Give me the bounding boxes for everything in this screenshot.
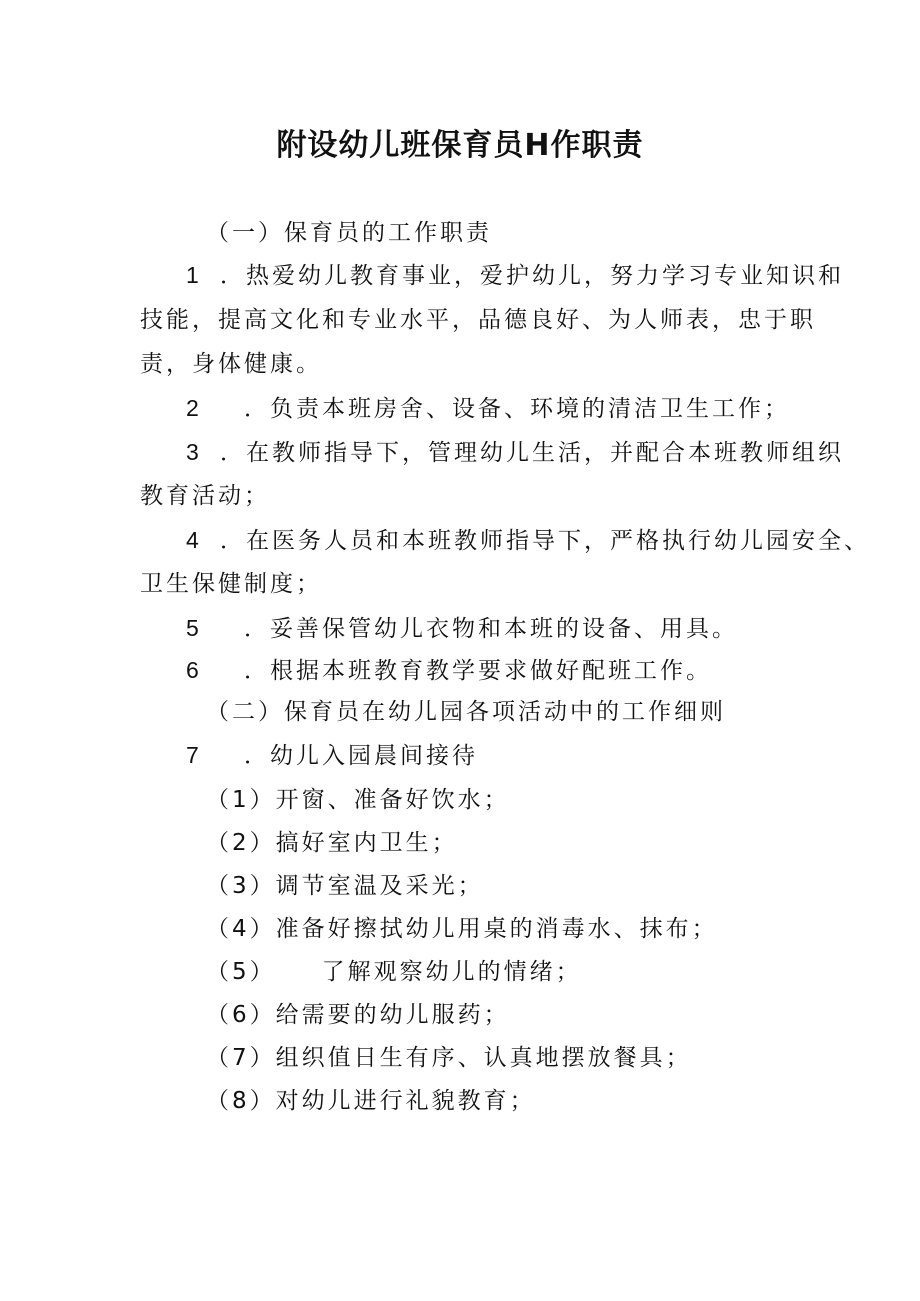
sub-item-text: 调节室温及采光； [275,873,484,899]
sub-item-label: （1） [206,787,276,813]
sub-item-3 [206,869,484,903]
item-text: ．妥善保管幼儿衣物和本班的设备、用具。 [244,616,738,642]
sub-item-1 [206,783,510,817]
sub-item-7 [206,1041,692,1075]
sub-item-5 [206,955,582,989]
sub-item-text: 对幼儿进行礼貌教育； [275,1088,536,1114]
item-number: 3 [186,439,202,465]
list-item-1 [186,258,844,293]
item-text: ．负责本班房舍、设备、环境的清洁卫生工作； [244,396,790,422]
sub-item-text: 组织值日生有序、认真地摆放餐具； [275,1045,692,1071]
list-item-4 [186,523,870,558]
sub-item-label: （8） [206,1088,276,1114]
section-heading-2: （二）保育员在幼儿园各项活动中的工作细则 [206,699,726,725]
sub-item-label: （3） [206,873,276,899]
item-text: ．在医务人员和本班教师指导下，严格执行幼儿园安全、 [220,528,870,554]
section-heading-1: （一）保育员的工作职责 [206,220,492,246]
sub-item-label: （6） [206,1002,276,1028]
list-item-5 [186,611,738,646]
list-item-1-continuation: 责，身体健康。 [140,351,322,377]
sub-item-text: 开窗、准备好饮水； [275,787,510,813]
sub-item-2 [206,826,458,860]
list-item-3-continuation: 教育活动； [140,483,270,509]
sub-item-text: 给需要的幼儿服药； [275,1002,510,1028]
list-item-4-continuation: 卫生保健制度； [140,571,322,597]
sub-item-6 [206,998,510,1032]
list-item-7 [186,738,478,773]
list-item-2 [186,391,790,426]
list-item-3 [186,435,844,470]
item-text: ．幼儿入园晨间接待 [244,743,478,769]
list-item-1-continuation: 技能，提高文化和专业水平，品德良好、为人师表，忠于职 [140,307,816,333]
sub-item-label: （4） [206,916,276,942]
sub-item-label: （2） [206,830,276,856]
page-title: 附设幼儿班保育员H作职责 [276,128,644,163]
sub-item-label: （5） [206,959,276,985]
item-number: 7 [186,742,202,768]
item-number: 6 [186,657,202,683]
item-text: ．热爱幼儿教育事业，爱护幼儿，努力学习专业知识和 [220,263,844,289]
sub-item-text: 准备好擦拭幼儿用桌的消毒水、抹布； [275,916,718,942]
item-number: 4 [186,527,202,553]
sub-item-8 [206,1084,536,1118]
item-text: ．在教师指导下，管理幼儿生活，并配合本班教师组织 [220,440,844,466]
sub-item-label: （7） [206,1045,276,1071]
item-text: ．根据本班教育教学要求做好配班工作。 [244,658,712,684]
sub-item-text: 搞好室内卫生； [275,830,458,856]
sub-item-4 [206,912,718,946]
item-number: 5 [186,615,202,641]
list-item-6 [186,653,712,688]
item-number: 1 [186,262,202,288]
sub-item-text: 了解观察幼儿的情绪； [321,959,582,985]
item-number: 2 [186,395,202,421]
